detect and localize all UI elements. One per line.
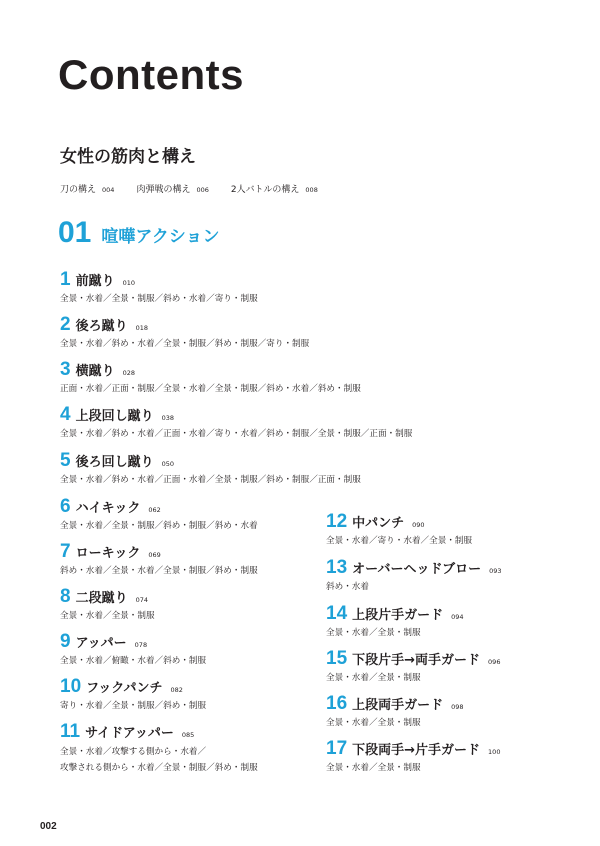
prelim-list: [60, 182, 318, 195]
entry-number: 12: [326, 511, 348, 532]
entry-title: 上段片手ガード: [352, 608, 444, 623]
entry-number: 17: [326, 738, 348, 759]
entry-title: 後ろ回し蹴り: [75, 455, 154, 470]
page-number: 094: [451, 613, 464, 621]
entry-title: サイドアッパー: [85, 726, 174, 741]
page-number: 082: [170, 686, 183, 694]
toc-entry[interactable]: [60, 405, 412, 443]
entry-title: 上段回し蹴り: [75, 409, 154, 424]
entry-number: 13: [326, 557, 348, 578]
page-number: 004: [102, 186, 115, 194]
chapter-number: 01: [58, 216, 92, 249]
entry-number: 8: [60, 586, 71, 607]
toc-entry[interactable]: [60, 315, 309, 353]
entry-subtitle: 全景・水着／斜め・水着／全景・制服／斜め・制服／寄り・制服: [60, 339, 310, 349]
page-number: 078: [134, 641, 148, 649]
entry-number: 16: [326, 693, 348, 714]
entry-number: 10: [60, 676, 82, 697]
entry-title: ローキック: [75, 546, 141, 561]
entry-subtitle: 寄り・水着／全景・制服／斜め・制服: [60, 701, 207, 711]
toc-entry[interactable]: [60, 451, 361, 489]
page-number: 090: [412, 521, 425, 529]
entry-title: 上段両手ガード: [352, 698, 444, 713]
page-number: 096: [488, 658, 501, 666]
entry-number: 3: [60, 359, 71, 380]
page-number: 098: [451, 703, 464, 711]
toc-entry[interactable]: [60, 270, 258, 308]
toc-entry[interactable]: [326, 604, 464, 642]
chapter-heading: [58, 218, 220, 248]
toc-entry[interactable]: [60, 360, 361, 398]
chapter-title: 喧嘩アクション: [101, 227, 220, 247]
prelim-item[interactable]: [60, 182, 114, 195]
entry-subtitle: 全景・水着／全景・制服／斜め・制服／斜め・水着: [60, 521, 258, 531]
page-number: 069: [148, 551, 161, 559]
prelim-item-label: 刀の構え: [60, 185, 97, 195]
entry-subtitle: 正面・水着／正面・制服／全景・水着／全景・制服／斜め・水着／斜め・制服: [60, 384, 361, 394]
entry-title: 中パンチ: [352, 516, 405, 531]
entry-number: 7: [60, 541, 71, 562]
toc-entry[interactable]: [60, 542, 258, 580]
entry-title: ハイキック: [75, 501, 141, 516]
entry-number: 9: [60, 631, 71, 652]
entry-subtitle-line: 攻撃される側から・水着／全景・制服／斜め・制服: [60, 763, 258, 774]
page-number: 093: [489, 567, 502, 575]
entry-subtitle: 斜め・水着／全景・水着／全景・制服／斜め・制服: [60, 566, 258, 576]
toc-entry[interactable]: [326, 558, 502, 596]
entry-subtitle: 斜め・水着: [326, 582, 369, 592]
page-number: 062: [148, 506, 161, 514]
entry-subtitle-line: 全景・水着／攻撃する側から・水着／: [60, 747, 207, 757]
prelim-item[interactable]: [136, 182, 208, 195]
page-number: 006: [196, 186, 209, 194]
toc-entry[interactable]: [60, 722, 258, 777]
prelim-item-label: 肉弾戦の構え: [136, 185, 191, 195]
entry-subtitle: 全景・水着／全景・制服／斜め・水着／寄り・制服: [60, 294, 258, 304]
prelim-item[interactable]: [231, 182, 318, 195]
entry-number: 11: [60, 721, 81, 742]
entry-subtitle: [60, 744, 258, 777]
entry-subtitle: 全景・水着／全景・制服: [60, 611, 155, 621]
entry-number: 5: [60, 450, 71, 471]
entry-number: 14: [326, 603, 348, 624]
entry-subtitle: 全景・水着／寄り・水着／全景・制服: [326, 536, 473, 546]
page-number: 050: [161, 460, 175, 468]
toc-entry[interactable]: [60, 677, 206, 715]
prelim-item-label: 2人バトルの構え: [230, 185, 300, 195]
entry-title: オーバーヘッドブロー: [352, 562, 482, 577]
entry-title: 横蹴り: [75, 364, 115, 379]
section-heading: 女性の筋肉と構え: [60, 147, 196, 167]
entry-title: 後ろ蹴り: [75, 319, 128, 334]
toc-entry[interactable]: [60, 632, 206, 670]
toc-entry[interactable]: [60, 587, 155, 625]
entry-subtitle: 全景・水着／全景・制服: [326, 628, 421, 638]
entry-number: 15: [326, 648, 348, 669]
page-number: 038: [161, 414, 175, 422]
toc-entry[interactable]: [326, 739, 500, 777]
page-number: 018: [135, 324, 149, 332]
entry-title: 下段片手→両手ガード: [352, 653, 481, 668]
toc-entry[interactable]: [60, 497, 258, 535]
entry-title: アッパー: [75, 636, 127, 651]
page-number: 074: [135, 596, 149, 604]
entry-subtitle: 全景・水着／斜め・水着／正面・水着／寄り・水着／斜め・制服／全景・制服／正面・制服: [60, 429, 413, 439]
entry-title: 下段両手→片手ガード: [352, 743, 481, 758]
entry-number: 6: [60, 496, 71, 517]
folio-page-number: 002: [40, 821, 57, 832]
page-number: 028: [122, 369, 136, 377]
entry-subtitle: 全景・水着／全景・制服: [326, 718, 421, 728]
entry-subtitle: 全景・水着／全景・制服: [326, 673, 421, 683]
entry-subtitle: 全景・水着／俯瞰・水着／斜め・制服: [60, 656, 207, 666]
toc-entry[interactable]: [326, 512, 472, 550]
entry-subtitle: 全景・水着／斜め・水着／正面・水着／全景・制服／斜め・制服／正面・制服: [60, 475, 361, 485]
entry-title: 二段蹴り: [75, 591, 128, 606]
toc-entry[interactable]: [326, 649, 500, 687]
page-number: 100: [488, 748, 501, 756]
page-number: 085: [181, 731, 195, 739]
page-number: 008: [305, 186, 318, 194]
entry-number: 1: [60, 269, 71, 290]
entry-subtitle: 全景・水着／全景・制服: [326, 763, 421, 773]
page-title: Contents: [58, 51, 244, 98]
toc-entry[interactable]: [326, 694, 464, 732]
entry-title: フックパンチ: [86, 681, 163, 696]
entry-title: 前蹴り: [75, 274, 115, 289]
entry-number: 4: [60, 404, 71, 425]
entry-number: 2: [60, 314, 71, 335]
page-number: 010: [122, 279, 136, 287]
